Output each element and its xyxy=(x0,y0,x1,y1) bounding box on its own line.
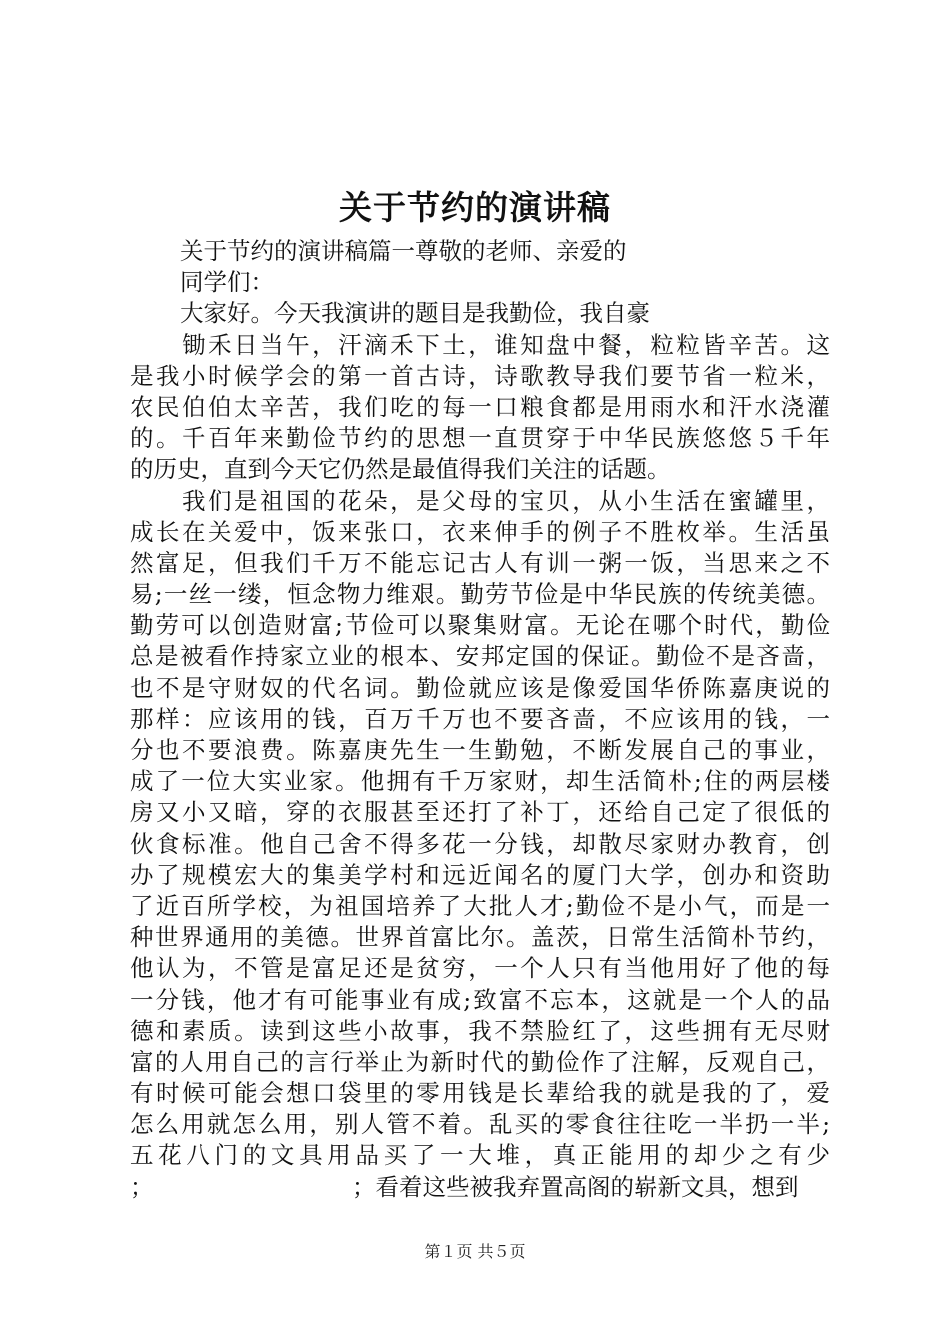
paragraph-line: 有时候可能会想口袋里的零用钱是长辈给我的就是我的了，爱 xyxy=(130,1079,830,1108)
split-line-right: ；看着这些被我弃置高阁的崭新文具，想到 xyxy=(352,1172,799,1201)
paragraph-line: 的。千百年来勤俭节约的思想一直贯穿于中华民族悠悠５千年 xyxy=(130,424,830,453)
paragraph-line: 一分钱，他才有可能事业有成;致富不忘本，这就是一个人的品 xyxy=(130,985,830,1014)
paragraph-line: 然富足，但我们千万不能忘记古人有训一粥一饭，当思来之不 xyxy=(130,548,830,577)
paragraph-line: 同学们： xyxy=(180,268,274,297)
paragraph-line: 易;一丝一缕，恒念物力维艰。勤劳节俭是中华民族的传统美德。 xyxy=(130,580,830,609)
paragraph-line: 农民伯伯太辛苦，我们吃的每一口粮食都是用雨水和汗水浇灌 xyxy=(130,392,830,421)
paragraph-line-split xyxy=(130,1172,830,1203)
paragraph-line: 分也不要浪费。陈嘉庚先生一生勤勉，不断发展自己的事业， xyxy=(130,736,830,764)
paragraph-line: 成长在关爱中，饭来张口，衣来伸手的例子不胜枚举。生活虽 xyxy=(130,517,830,546)
split-line-left: ； xyxy=(130,1172,154,1201)
paragraph-line: 伙食标准。他自己舍不得多花一分钱，却散尽家财办教育，创 xyxy=(130,829,830,858)
paragraph-line: 那样：应该用的钱，百万千万也不要吝啬，不应该用的钱，一 xyxy=(130,704,830,733)
paragraph-line: 德和素质。读到这些小故事，我不禁脸红了，这些拥有无尽财 xyxy=(130,1016,830,1045)
paragraph-line: 成了一位大实业家。他拥有千万家财，却生活简朴;住的两层楼 xyxy=(130,767,830,796)
paragraph-line: 锄禾日当午，汗滴禾下土，谁知盘中餐，粒粒皆辛苦。这 xyxy=(182,330,830,359)
paragraph-line: 关于节约的演讲稿篇一尊敬的老师、亲爱的 xyxy=(180,237,627,265)
paragraph-line: 是我小时候学会的第一首古诗，诗歌教导我们要节省一粒米， xyxy=(130,361,830,390)
paragraph-line: 房又小又暗，穿的衣服甚至还打了补丁，还给自己定了很低的 xyxy=(130,798,830,827)
document-title: 关于节约的演讲稿 xyxy=(339,188,611,227)
paragraph-line: 了近百所学校，为祖国培养了大批人才;勤俭不是小气，而是一 xyxy=(130,891,830,920)
document-body xyxy=(130,236,830,1203)
paragraph-line: 富的人用自己的言行举止为新时代的勤俭作了注解，反观自己， xyxy=(130,1047,830,1076)
paragraph-line: 也不是守财奴的代名词。勤俭就应该是像爱国华侨陈嘉庚说的 xyxy=(130,673,830,702)
paragraph-line: 怎么用就怎么用，别人管不着。乱买的零食往往吃一半扔一半; xyxy=(130,1110,830,1139)
paragraph-line: 办了规模宏大的集美学村和远近闻名的厦门大学，创办和资助 xyxy=(130,860,830,889)
paragraph-line: 五花八门的文具用品买了一大堆，真正能用的却少之有少 xyxy=(130,1141,830,1170)
paragraph-line: 的历史，直到今天它仍然是最值得我们关注的话题。 xyxy=(130,455,671,484)
paragraph-line: 种世界通用的美德。世界首富比尔。盖茨，日常生活简朴节约， xyxy=(130,923,830,952)
paragraph-line: 勤劳可以创造财富;节俭可以聚集财富。无论在哪个时代，勤俭 xyxy=(130,611,830,640)
paragraph-line: 总是被看作持家立业的根本、安邦定国的保证。勤俭不是吝啬， xyxy=(130,642,830,671)
paragraph-line: 他认为，不管是富足还是贫穷，一个人只有当他用好了他的每 xyxy=(130,954,830,983)
paragraph-line: 我们是祖国的花朵，是父母的宝贝，从小生活在蜜罐里， xyxy=(182,486,830,515)
page-number: 第１页 共５页 xyxy=(424,1242,526,1261)
paragraph-line: 大家好。今天我演讲的题目是我勤俭，我自豪 xyxy=(180,299,650,328)
